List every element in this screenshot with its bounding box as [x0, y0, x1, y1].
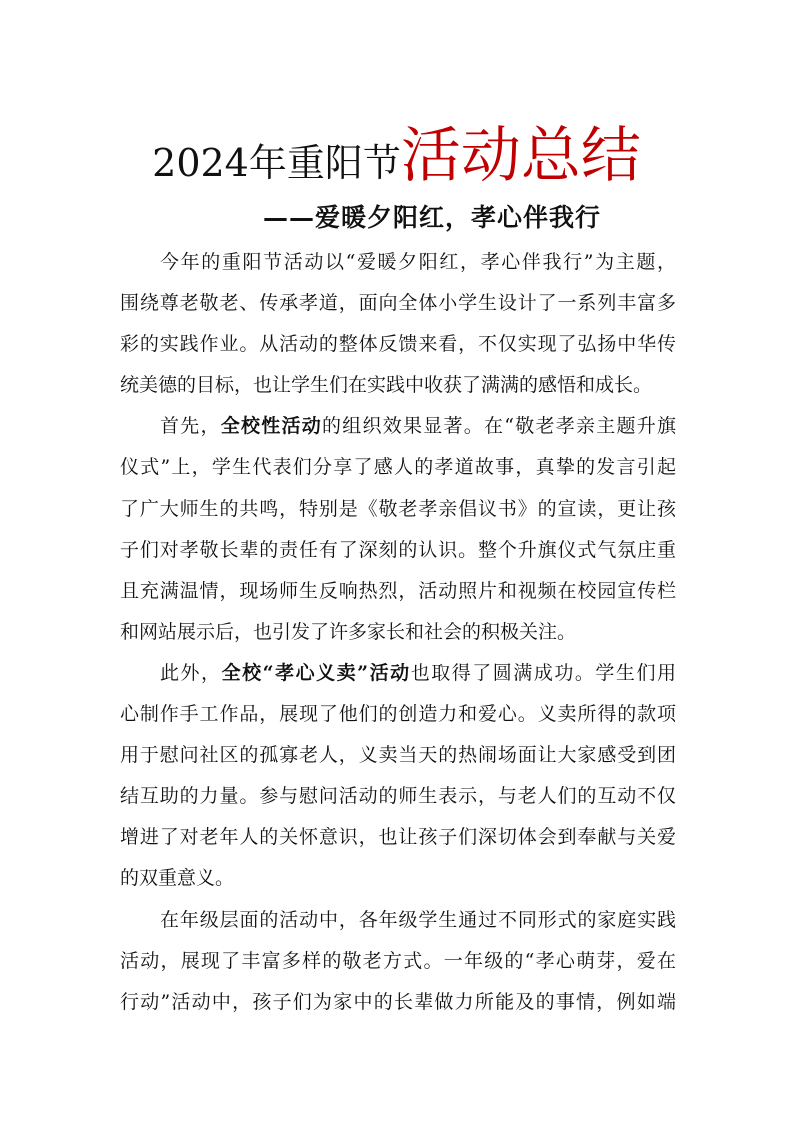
text-line: [120, 283, 676, 324]
paragraph: [120, 653, 676, 900]
text-line: [120, 612, 676, 653]
text-line: [120, 982, 676, 1023]
text-line: [120, 447, 676, 488]
paragraph: [120, 900, 676, 1023]
text-run: 围绕尊老敬老、传承孝道，面向全体小学生设计了一系列丰富多: [120, 292, 676, 315]
title-highlight: 活动总结: [400, 121, 641, 191]
document-title: [0, 108, 793, 194]
text-run: 了广大师生的共鸣，特别是《敬老孝亲倡议书》的宣读，更让孩: [120, 497, 676, 520]
bold-text: 全校“孝心义卖”活动: [221, 661, 411, 684]
text-line: [120, 941, 676, 982]
text-run: 也取得了圆满成功。学生们用: [410, 661, 676, 684]
text-run: 彩的实践作业。从活动的整体反馈来看，不仅实现了弘扬中华传: [120, 333, 676, 356]
text-run: 此外，: [160, 661, 222, 684]
text-run: 用于慰问社区的孤寡老人，义卖当天的热闹场面让大家感受到团: [120, 744, 676, 767]
text-run: 行动”活动中，孩子们为家中的长辈做力所能及的事情，例如端: [120, 990, 676, 1013]
text-line: [120, 489, 676, 530]
text-run: 今年的重阳节活动以“爱暖夕阳红，孝心伴我行”为主题，: [160, 251, 676, 273]
paragraph: [120, 242, 676, 406]
text-line: [120, 817, 676, 858]
text-run: 的组织效果显著。在“敬老孝亲主题升旗: [322, 415, 676, 438]
text-line: [120, 242, 676, 283]
text-run: 结互助的力量。参与慰问活动的师生表示，与老人们的互动不仅: [120, 785, 676, 808]
text-line: [120, 653, 676, 694]
text-run: 且充满温情，现场师生反响热烈，活动照片和视频在校园宣传栏: [120, 579, 676, 602]
text-run: 在年级层面的活动中，各年级学生通过不同形式的家庭实践: [160, 908, 676, 931]
document-subtitle: ——爱暖夕阳红，孝心伴我行: [263, 203, 602, 232]
text-line: [120, 858, 676, 899]
text-run: 统美德的目标，也让学生们在实践中收获了满满的感悟和成长。: [120, 374, 653, 397]
text-run: 和网站展示后，也引发了许多家长和社会的积极关注。: [120, 620, 577, 643]
text-run: 仪式”上，学生代表们分享了感人的孝道故事，真挚的发言引起: [120, 456, 676, 479]
text-run: 心制作手工作品，展现了他们的创造力和爱心。义卖所得的款项: [120, 703, 676, 726]
text-line: [120, 776, 676, 817]
text-line: [120, 530, 676, 571]
text-run: 子们对孝敬长辈的责任有了深刻的认识。整个升旗仪式气氛庄重: [120, 538, 676, 561]
text-run: 活动，展现了丰富多样的敬老方式。一年级的“孝心萌芽，爱在: [120, 949, 676, 972]
text-line: [120, 365, 676, 406]
title-prefix: 2024年重阳节: [152, 141, 401, 185]
bold-text: 全校性活动: [220, 415, 323, 438]
document-body: [120, 242, 676, 1023]
text-line: [120, 324, 676, 365]
text-line: [120, 694, 676, 735]
text-line: [120, 571, 676, 612]
text-line: [120, 900, 676, 941]
text-line: [120, 406, 676, 447]
text-run: 的双重意义。: [120, 867, 235, 890]
text-run: 首先，: [160, 415, 221, 438]
paragraph: [120, 406, 676, 653]
text-run: 增进了对老年人的关怀意识，也让孩子们深切体会到奉献与关爱: [120, 826, 676, 849]
text-line: [120, 735, 676, 776]
